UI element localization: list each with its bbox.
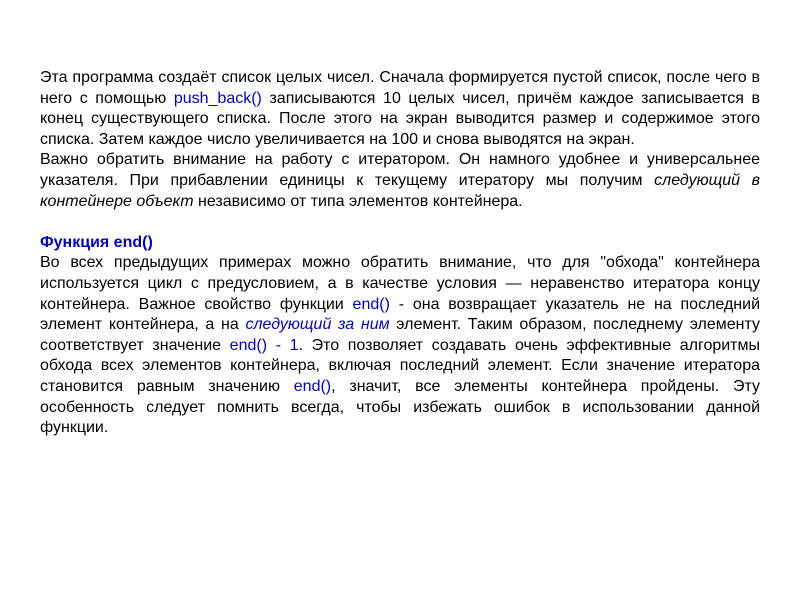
text-run: независимо от типа элементов контейнера. xyxy=(193,192,523,210)
intro-paragraph-1 xyxy=(40,68,760,150)
text-run: - она возвращает указатель не на последний элемент контейнера, а на xyxy=(40,295,761,334)
blank-line xyxy=(40,212,760,233)
emphasis-next-after-it: следующий за ним xyxy=(245,316,390,334)
code-end: end() xyxy=(293,377,332,395)
code-push-back: push_back() xyxy=(173,89,262,107)
code-end: end() xyxy=(352,295,390,313)
code-end-minus-one: end() - 1 xyxy=(229,336,299,354)
text-run: элемент. Таким образом, последнему элементу соответствует значение xyxy=(40,316,760,354)
text-content xyxy=(40,68,760,439)
text-run: , значит, все элементы контейнера пройдены. Эту особенность следует помнить всегда, чтобы избежать ошибок в использовании данной функции. xyxy=(40,377,760,437)
text-run: записываются 10 целых чисел, причём каждое записывается в конец существующего списка. После этого на экран выводится размер и содержимое этого списка. Затем каждое число увеличивается на 100 и снова выводятся на экран. xyxy=(40,89,760,148)
text-run: Эта программа создаёт список целых чисел. Сначала формируется пустой список, после чего в него с помощью xyxy=(40,69,760,107)
text-run: Важно обратить внимание на работу с итератором. Он намного удобнее и универсальнее указателя. При прибавлении единицы к текущему итератору мы получим xyxy=(40,151,760,189)
text-run: . Это позволяет создавать очень эффективные алгоритмы обхода всех элементов контейнера, включая последний элемент. Если значение итератора становится равным значению xyxy=(40,336,761,395)
section-paragraph xyxy=(40,253,760,438)
intro-paragraph-2 xyxy=(40,150,760,212)
text-run: Во всех предыдущих примерах можно обратить внимание, что для "обхода" контейнера используется цикл с предусловием, а в качестве условия — неравенство итератора концу контейнера. Важное свойство функции xyxy=(40,254,760,313)
emphasis-next-object: следующий в контейнере объект xyxy=(40,171,760,210)
section-heading: Функция end() xyxy=(40,233,153,251)
